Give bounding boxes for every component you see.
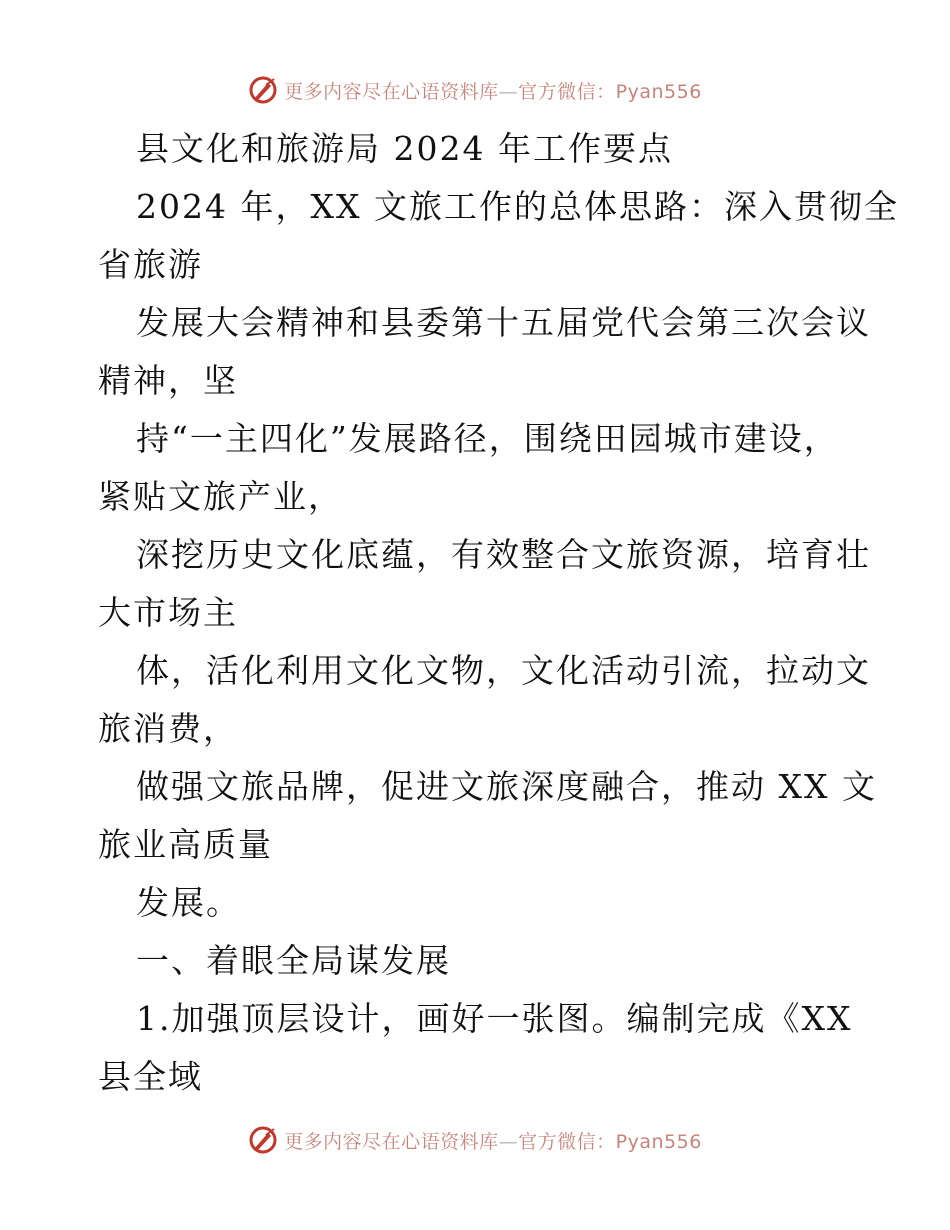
text-line: 一、着眼全局谋发展 [136,941,451,980]
text-line: 县文化和旅游局 2024 年工作要点 [136,129,673,168]
text-line: 大市场主 [98,593,238,632]
text-line: 持“一主四化”发展路径，围绕田园城市建设， [136,419,839,458]
text-line: 做强文旅品牌，促进文旅深度融合，推动 XX 文 [136,767,877,806]
watermark-main-text: 更多内容尽在心语资料库 [284,1130,499,1153]
text-line: 紧贴文旅产业， [98,477,343,516]
text-line: 精神，坚 [98,361,238,400]
quill-logo-icon [248,1125,278,1155]
watermark-text [284,1127,702,1154]
quill-logo-icon [248,75,278,105]
text-line: 县全域 [98,1057,203,1096]
watermark-text [284,77,702,104]
text-line: 1.加强顶层设计，画好一张图。编制完成《XX [136,999,853,1038]
text-line: 深挖历史文化底蕴，有效整合文旅资源，培育壮 [136,535,871,574]
text-line: 发展大会精神和县委第十五届党代会第三次会议 [136,303,871,342]
text-line: 省旅游 [98,245,203,284]
watermark-group [248,75,702,105]
watermark-contact: 官方微信：Pyan556 [518,80,702,103]
watermark-separator: — [498,1130,519,1153]
text-line: 体，活化利用文化文物，文化活动引流，拉动文 [136,651,871,690]
text-line: 发展。 [136,883,241,922]
watermark-group [248,1125,702,1155]
watermark-contact: 官方微信：Pyan556 [518,1130,702,1153]
document-body [98,120,899,1106]
text-line: 2024 年，XX 文旅工作的总体思路：深入贯彻全 [136,187,899,226]
watermark-main-text: 更多内容尽在心语资料库 [284,80,499,103]
text-line: 旅业高质量 [98,825,273,864]
text-line: 旅消费， [98,709,238,748]
footer-watermark [0,1120,950,1160]
watermark-separator: — [498,80,519,103]
header-watermark [0,70,950,110]
